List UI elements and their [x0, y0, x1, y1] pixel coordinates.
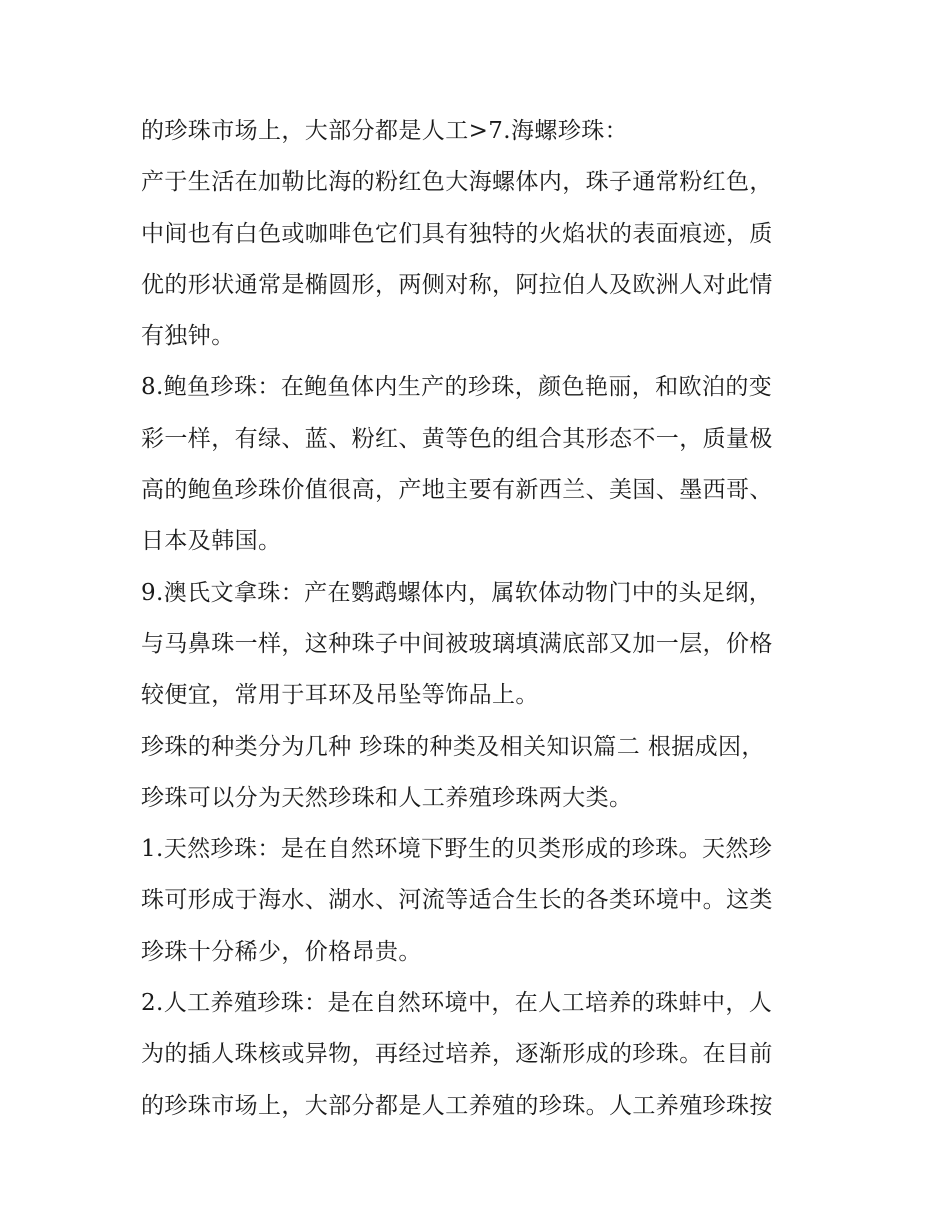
text-line: 9.澳氏文拿珠：产在鹦鹉螺体内，属软体动物门中的头足纲，	[141, 579, 773, 606]
body-text	[141, 106, 821, 1132]
text-line: 优的形状通常是椭圆形，两侧对称，阿拉伯人及欧洲人对此情	[141, 271, 773, 298]
text-line: 珍珠十分稀少，价格昂贵。	[141, 938, 422, 965]
text-line: 产于生活在加勒比海的粉红色大海螺体内，珠子通常粉红色，	[141, 169, 773, 196]
text-line: 的珍珠市场上，大部分都是人工>7.海螺珍珠：	[141, 118, 629, 144]
text-line: 中间也有白色或咖啡色它们具有独特的火焰状的表面痕迹，质	[141, 220, 773, 247]
text-line: 珍珠的种类分为几种 珍珠的种类及相关知识篇二 根据成因，	[141, 733, 765, 760]
text-line: 日本及韩国。	[141, 528, 282, 555]
text-line: 1.天然珍珠：是在自然环境下野生的贝类形成的珍珠。天然珍	[141, 836, 773, 863]
text-line: 较便宜，常用于耳环及吊坠等饰品上。	[141, 682, 539, 709]
text-line: 珍珠可以分为天然珍珠和人工养殖珍珠两大类。	[141, 784, 633, 811]
text-line: 的珍珠市场上，大部分都是人工养殖的珍珠。人工养殖珍珠按	[141, 1092, 773, 1119]
text-line: 2.人工养殖珍珠：是在自然环境中，在人工培养的珠蚌中，人	[141, 990, 773, 1017]
text-line: 有独钟。	[141, 323, 235, 350]
text-line: 珠可形成于海水、湖水、河流等适合生长的各类环境中。这类	[141, 887, 773, 914]
text-line: 为的插人珠核或异物，再经过培养，逐渐形成的珍珠。在目前	[141, 1041, 773, 1068]
text-line: 与马鼻珠一样，这种珠子中间被玻璃填满底部又加一层，价格	[141, 630, 773, 657]
text-line: 彩一样，有绿、蓝、粉红、黄等色的组合其形态不一，质量极	[141, 425, 773, 452]
text-line: 8.鲍鱼珍珠：在鲍鱼体内生产的珍珠，颜色艳丽，和欧泊的变	[141, 374, 773, 401]
text-line: 高的鲍鱼珍珠价值很高，产地主要有新西兰、美国、墨西哥、	[141, 477, 773, 504]
